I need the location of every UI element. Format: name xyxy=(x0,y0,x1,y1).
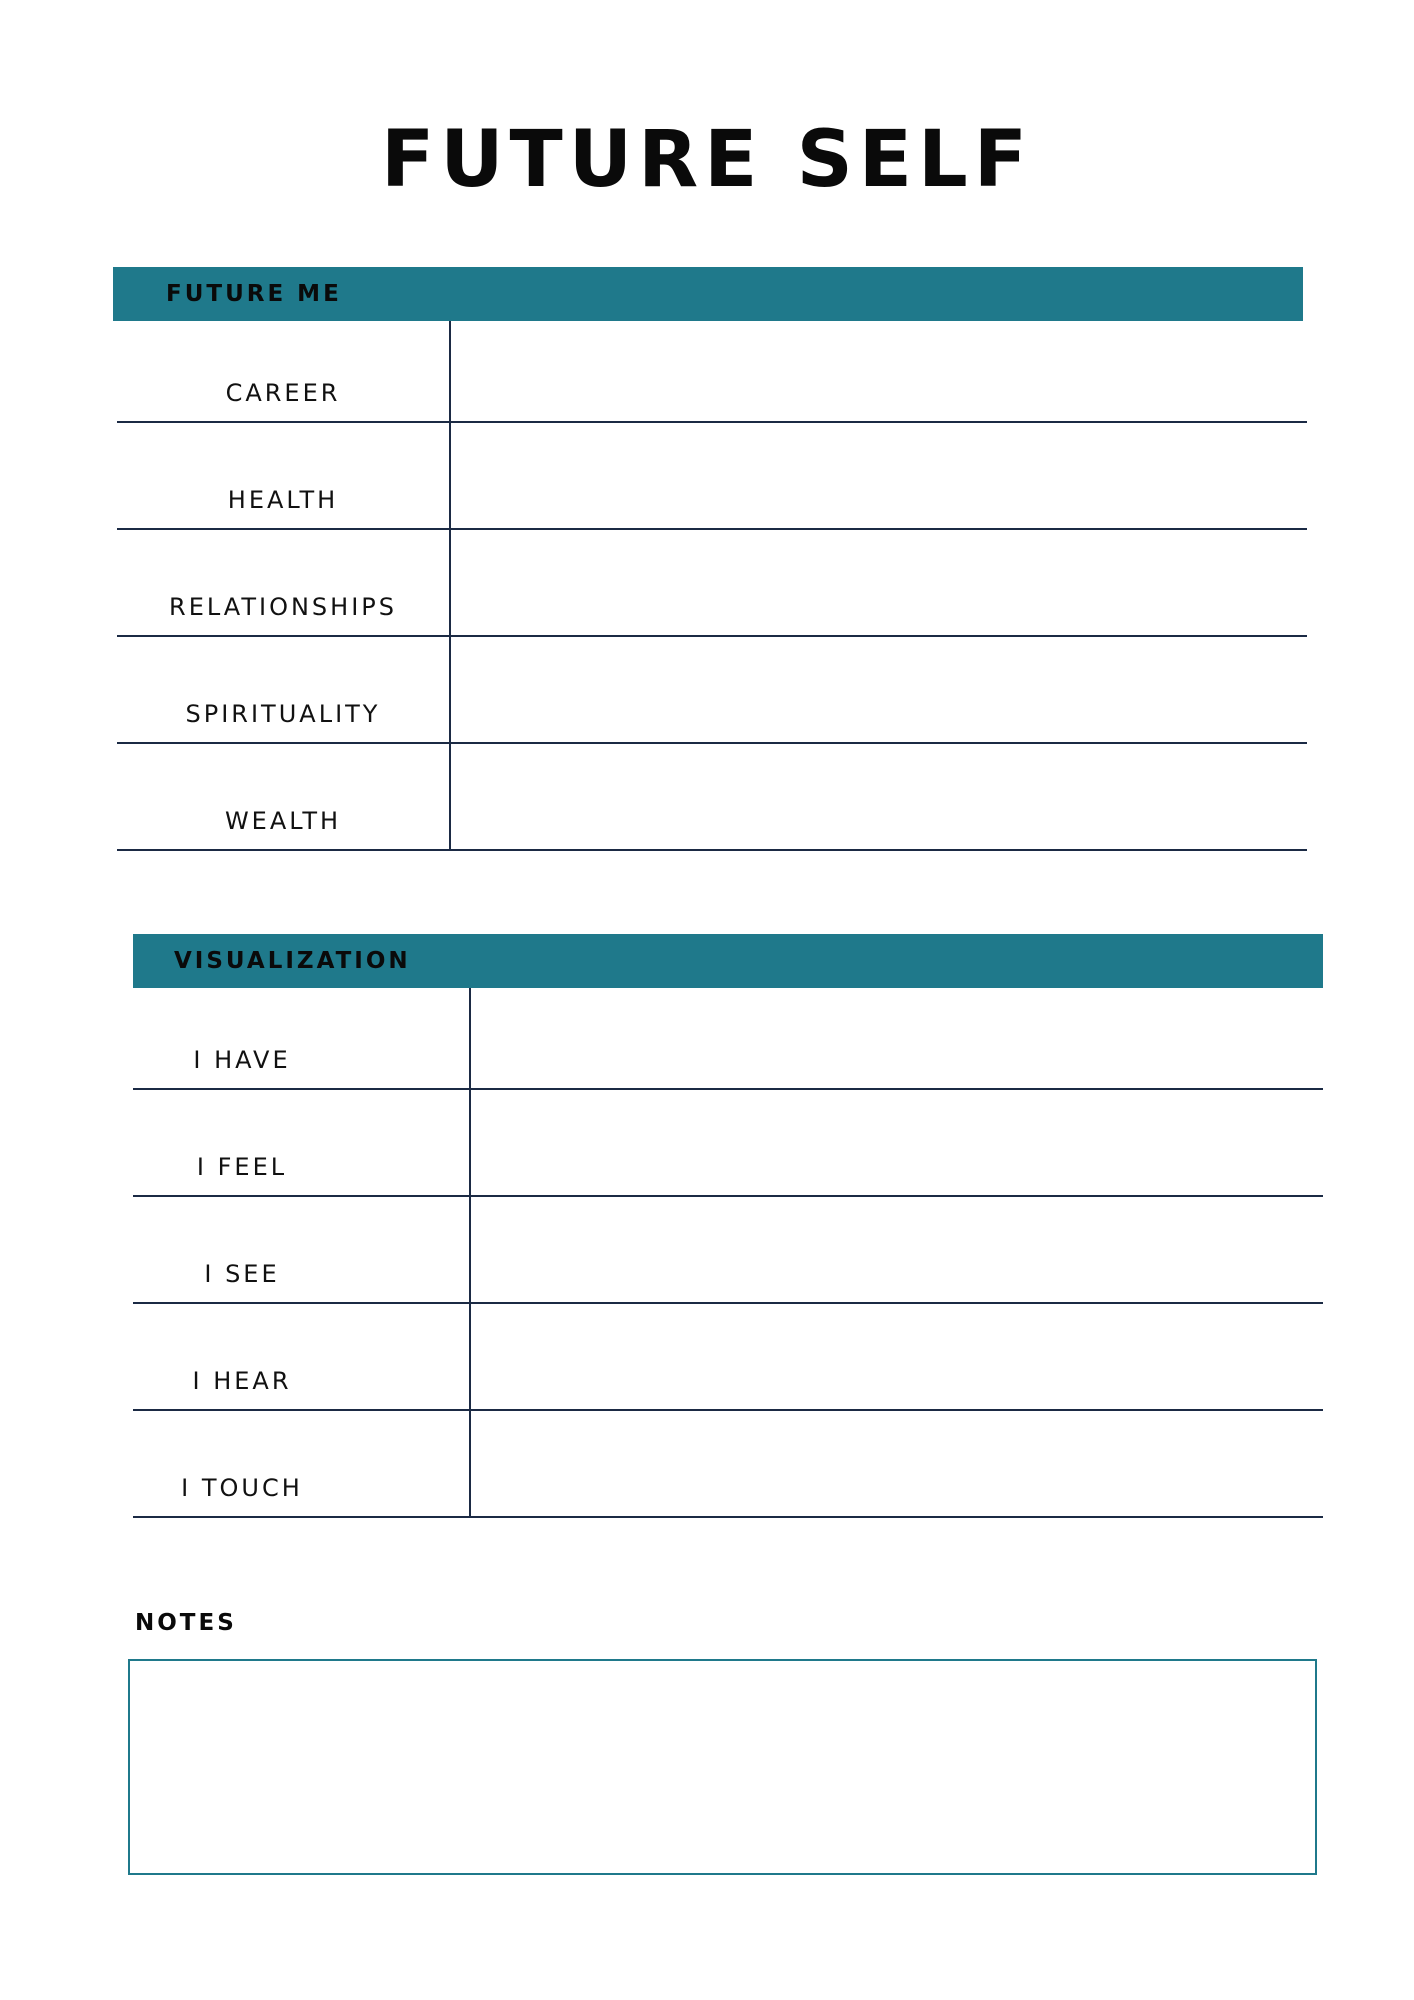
visualization-row-see xyxy=(133,1197,1323,1304)
visualization-row-feel xyxy=(133,1090,1323,1197)
future-me-section xyxy=(113,267,1303,850)
notes-box[interactable] xyxy=(128,1659,1317,1875)
visualization-header-label: VISUALIZATION xyxy=(174,948,411,974)
have-answer-field[interactable] xyxy=(469,988,1323,1088)
row-label: I FEEL xyxy=(196,1153,288,1181)
future-me-row-spirituality xyxy=(117,637,1307,744)
row-label: RELATIONSHIPS xyxy=(169,593,397,621)
visualization-row-hear xyxy=(133,1304,1323,1411)
visualization-row-touch xyxy=(133,1411,1323,1518)
health-answer-field[interactable] xyxy=(449,423,1307,528)
row-label: I SEE xyxy=(204,1260,280,1288)
row-label: I TOUCH xyxy=(181,1474,303,1502)
see-answer-field[interactable] xyxy=(469,1197,1323,1302)
relationships-answer-field[interactable] xyxy=(449,530,1307,635)
row-label: SPIRITUALITY xyxy=(185,700,381,728)
future-me-row-wealth xyxy=(117,744,1307,851)
future-me-row-relationships xyxy=(117,530,1307,637)
future-me-row-career xyxy=(117,321,1307,423)
touch-answer-field[interactable] xyxy=(469,1411,1323,1516)
career-answer-field[interactable] xyxy=(449,321,1307,421)
future-me-row-health xyxy=(117,423,1307,530)
spirituality-answer-field[interactable] xyxy=(449,637,1307,742)
wealth-answer-field[interactable] xyxy=(449,744,1307,849)
visualization-section xyxy=(133,934,1323,1517)
page-title: FUTURE SELF xyxy=(380,115,1034,205)
hear-answer-field[interactable] xyxy=(469,1304,1323,1409)
row-label: I HEAR xyxy=(192,1367,292,1395)
notes-label: NOTES xyxy=(135,1610,237,1636)
row-label: I HAVE xyxy=(193,1046,291,1074)
row-label: HEALTH xyxy=(227,486,339,514)
row-label: WEALTH xyxy=(224,807,342,835)
future-me-header-label: FUTURE ME xyxy=(166,281,342,307)
feel-answer-field[interactable] xyxy=(469,1090,1323,1195)
row-label: CAREER xyxy=(225,379,341,407)
future-me-header xyxy=(113,267,1303,321)
visualization-header xyxy=(133,934,1323,988)
visualization-row-have xyxy=(133,988,1323,1090)
